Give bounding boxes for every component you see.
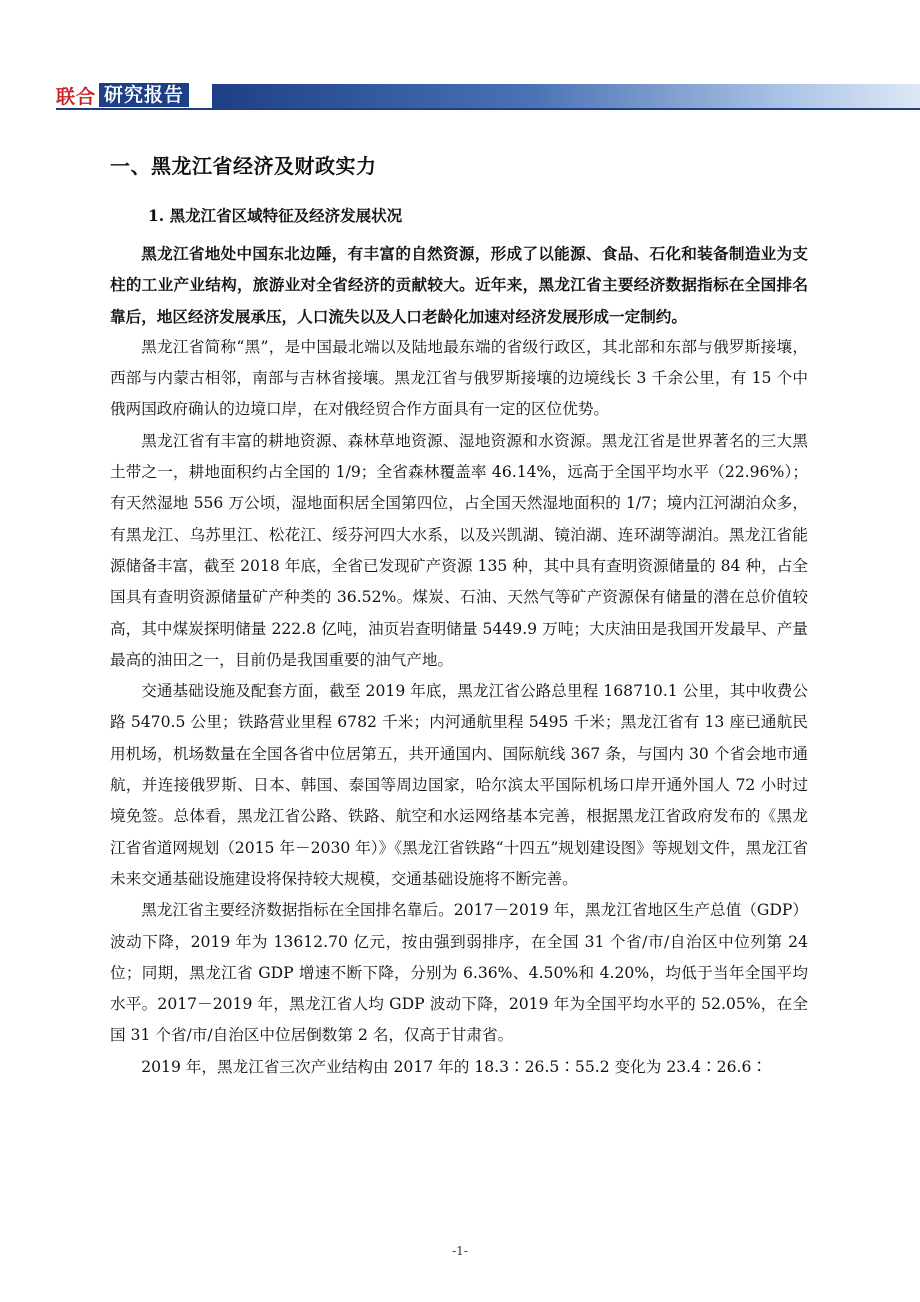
section-subtitle: 1. 黑龙江省区域特征及经济发展状况 <box>148 206 403 225</box>
section-title: 一、黑龙江省经济及财政实力 <box>110 154 377 178</box>
document-body <box>110 150 808 1083</box>
brand-primary-text: 联合 <box>56 85 97 108</box>
body-paragraph: 2019 年，黑龙江省三次产业结构由 2017 年的 18.3∶26.5∶55.2 变化为 23.4∶26.6∶ <box>141 1057 767 1076</box>
summary-paragraph: 黑龙江省地处中国东北边陲，有丰富的自然资源，形成了以能源、食品、石化和装备制造业为支柱的工业产业结构，旅游业对全省经济的贡献较大。近年来，黑龙江省主要经济数据指标在全国排名靠后，地区经济发展承压，人口流失以及人口老龄化加速对经济发展形成一定制约。 <box>110 244 808 326</box>
page-number: -1- <box>452 1244 468 1258</box>
body-paragraph: 黑龙江省简称“黑”，是中国最北端以及陆地最东端的省级行政区，其北部和东部与俄罗斯接壤，西部与内蒙古相邻，南部与吉林省接壤。黑龙江省与俄罗斯接壤的边境线长 3 千余公里，有 15 个中俄两国政府确认的边境口岸，在对俄经贸合作方面具有一定的区位优势。 <box>110 337 808 419</box>
header-divider <box>56 108 920 110</box>
brand-secondary-text: 研究报告 <box>99 83 189 107</box>
body-paragraph: 黑龙江省有丰富的耕地资源、森林草地资源、湿地资源和水资源。黑龙江省是世界著名的三大黑土带之一，耕地面积约占全国的 1/9；全省森林覆盖率 46.14%，远高于全国平均水平（22.96%）；有天然湿地 556 万公顷，湿地面积居全国第四位，占全国天然湿地面积的 1/7；境内江河湖泊众多，有黑龙江、乌苏里江、松花江、绥芬河四大水系，以及兴凯湖、镜泊湖、连环湖等湖泊。黑龙江省能源储备丰富，截至 2018 年底，全省已发现矿产资源 135 种，其中具有查明资源储量的 84 种，占全国具有查明资源储量矿产种类的 36.52%。煤炭、石油、天然气等矿产资源保有储量的潜在总价值较高，其中煤炭探明储量 222.8 亿吨，油页岩查明储量 5449.9 万吨；大庆油田是我国开发最早、产量最高的油田之一，目前仍是我国重要的油气产地。 <box>110 431 808 669</box>
body-paragraph: 交通基础设施及配套方面，截至 2019 年底，黑龙江省公路总里程 168710.1 公里，其中收费公路 5470.5 公里；铁路营业里程 6782 千米；内河通航里程 5495 千米；黑龙江省有 13 座已通航民用机场，机场数量在全国各省中位居第五，共开通国内、国际航线 367 条，与国内 30 个省会地市通航，并连接俄罗斯、日本、韩国、泰国等周边国家，哈尔滨太平国际机场口岸开通外国人 72 小时过境免签。总体看，黑龙江省公路、铁路、航空和水运网络基本完善，根据黑龙江省政府发布的《黑龙江省省道网规划（2015 年－2030 年）》《黑龙江省铁路“十四五”规划建设图》等规划文件，黑龙江省未来交通基础设施建设将保持较大规模，交通基础设施将不断完善。 <box>110 682 808 888</box>
body-paragraph: 黑龙江省主要经济数据指标在全国排名靠后。2017－2019 年，黑龙江省地区生产总值（GDP）波动下降，2019 年为 13612.70 亿元，按由强到弱排序，在全国 31 个省/市/自治区中位列第 24 位；同期，黑龙江省 GDP 增速不断下降，分别为 6.36%、4.50%和 4.20%，均低于当年全国平均水平。2017－2019 年，黑龙江省人均 GDP 波动下降，2019 年为全国平均水平的 52.05%，在全国 31 个省/市/自治区中位居倒数第 2 名，仅高于甘肃省。 <box>110 901 808 1045</box>
brand-logo <box>56 82 189 108</box>
header-gradient-bar <box>212 84 920 108</box>
